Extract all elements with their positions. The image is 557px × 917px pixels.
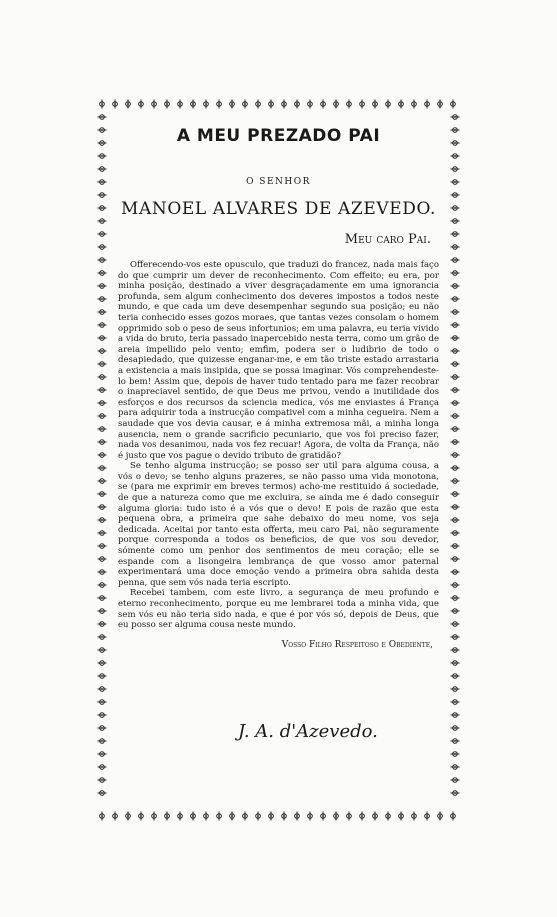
- border-ornament: [139, 100, 144, 109]
- border-ornament: [451, 375, 460, 380]
- border-ornament: [386, 812, 391, 821]
- border-ornament: [100, 812, 105, 821]
- dedication-subtitle: O SENHOR: [246, 177, 311, 187]
- border-ornament: [98, 349, 107, 354]
- border-ornament: [451, 245, 460, 250]
- border-ornament: [451, 401, 460, 406]
- border-ornament: [98, 115, 107, 120]
- border-ornament: [98, 284, 107, 289]
- border-ornament: [98, 596, 107, 601]
- border-ornament: [98, 531, 107, 536]
- border-ornament: [451, 752, 460, 757]
- border-ornament: [451, 284, 460, 289]
- border-ornament: [98, 765, 107, 770]
- border-ornament: [98, 271, 107, 276]
- border-ornament: [191, 100, 196, 109]
- border-ornament: [282, 100, 287, 109]
- body-paragraph-1: Offerecendo-vos este opusculo, que traduzi do francez, nada mais faço do que cumprir um dever de reconhecimento. Com effeito; eu era, por minha posição, destinado a viver desgraçadamente em uma ignorancia profunda, sem algum conhecimento dos deveres impostos a todos neste mundo, e que cada um deve desempenhar segundo sua posição; eu não teria conhecido esses gozos moraes, que tantas vezes consolam o homem opprimido sob o peso de seus infortunios; em uma palavra, eu teria vivido a vida do bruto, teria passado inapercebido nesta terra, como um grão de areia impellido pelo vento; emfim, podera ser o ludibrio de todo o desapiedado, que quizesse enganar-me, e em tão triste estado arrastaria a existencia a mais insipida, que se possa imaginar. Vós comprehendeste-lo bem! Assim que, depois de haver tudo tentado para me fazer recobrar o inapreciavel sentido, de que Deus me privou, vendo a inutilidade dos esforços e dos recursos da sciencia medica, vós me enviastes á França para adquirir toda a instrucção compativel com a minha cegueira. Nem a saudade que vos devia causar, e á minha extremosa mãi, a minha longa ausencia, nem o grande sacrificio pecuniario, que vos foi preciso fazer, nada vos desanimou, nada vos fez recuar! Agora, de volta da França, não é justo que vos pague o devido tributo de gratidão?: [118, 260, 439, 461]
- border-ornament: [451, 570, 460, 575]
- border-ornament: [126, 812, 131, 821]
- border-ornament: [451, 323, 460, 328]
- border-ornament: [98, 726, 107, 731]
- border-ornament: [451, 349, 460, 354]
- border-ornament: [438, 812, 443, 821]
- border-ornament: [451, 687, 460, 692]
- border-ornament: [308, 812, 313, 821]
- border-ornament: [98, 752, 107, 757]
- border-ornament: [451, 479, 460, 484]
- border-ornament: [178, 100, 183, 109]
- border-ornament: [98, 648, 107, 653]
- border-ornament: [98, 206, 107, 211]
- border-ornament: [451, 258, 460, 263]
- border-ornament: [98, 427, 107, 432]
- border-ornament: [451, 635, 460, 640]
- border-ornament: [451, 609, 460, 614]
- border-ornament: [98, 388, 107, 393]
- border-ornament: [98, 479, 107, 484]
- border-ornament: [98, 141, 107, 146]
- border-ornament: [178, 812, 183, 821]
- border-ornament: [243, 812, 248, 821]
- border-ornament: [98, 700, 107, 705]
- border-ornament: [360, 100, 365, 109]
- border-ornament: [451, 115, 460, 120]
- border-ornament: [347, 812, 352, 821]
- border-ornament: [451, 765, 460, 770]
- border-ornament: [269, 812, 274, 821]
- border-ornament: [386, 100, 391, 109]
- border-ornament: [204, 100, 209, 109]
- border-ornament: [217, 100, 222, 109]
- border-ornament: [412, 812, 417, 821]
- border-ornament: [451, 812, 456, 821]
- border-ornament: [230, 100, 235, 109]
- border-ornament: [451, 128, 460, 133]
- border-ornament: [295, 100, 300, 109]
- border-ornament: [451, 271, 460, 276]
- border-ornament: [399, 100, 404, 109]
- border-ornament: [451, 596, 460, 601]
- border-ornament: [347, 100, 352, 109]
- border-ornament: [98, 180, 107, 185]
- border-ornament: [98, 336, 107, 341]
- border-ornament: [98, 622, 107, 627]
- border-ornament: [451, 492, 460, 497]
- border-ornament: [98, 778, 107, 783]
- border-ornament: [451, 700, 460, 705]
- border-ornament: [451, 518, 460, 523]
- border-ornament: [451, 362, 460, 367]
- border-ornament: [451, 661, 460, 666]
- border-ornament: [98, 570, 107, 575]
- border-ornament: [295, 812, 300, 821]
- border-ornament: [451, 778, 460, 783]
- border-ornament: [451, 219, 460, 224]
- border-ornament: [98, 232, 107, 237]
- border-ornament: [451, 193, 460, 198]
- border-ornament: [451, 544, 460, 549]
- border-ornament: [98, 258, 107, 263]
- border-ornament: [256, 100, 261, 109]
- border-ornament: [321, 812, 326, 821]
- border-ornament: [113, 812, 118, 821]
- border-ornament: [98, 739, 107, 744]
- border-ornament: [98, 466, 107, 471]
- border-ornament: [399, 812, 404, 821]
- border-ornament: [373, 100, 378, 109]
- dedication-content: [118, 126, 439, 651]
- border-ornament: [165, 812, 170, 821]
- border-ornament: [204, 812, 209, 821]
- border-ornament: [243, 100, 248, 109]
- border-ornament: [451, 557, 460, 562]
- border-ornament: [98, 375, 107, 380]
- border-ornament: [451, 100, 456, 109]
- border-ornament: [451, 167, 460, 172]
- border-ornament: [98, 557, 107, 562]
- border-ornament: [438, 100, 443, 109]
- border-ornament: [113, 100, 118, 109]
- border-ornament: [451, 505, 460, 510]
- border-ornament: [98, 544, 107, 549]
- border-ornament: [451, 674, 460, 679]
- ornamental-frame: [96, 98, 461, 822]
- border-ornament: [321, 100, 326, 109]
- border-ornament: [98, 193, 107, 198]
- body-paragraph-3: Recebei tambem, com este livro, a segurança de meu profundo e eterno reconhecimento, porque eu me lembrarei toda a minha vida, que sem vós eu não teria sido nada, e que é por vós só, depois de Deus, que eu posso ser alguma cousa neste mundo.: [118, 588, 439, 631]
- author-signature: J. A. d'Azevedo.: [238, 721, 378, 742]
- border-ornament: [451, 180, 460, 185]
- border-ornament: [152, 100, 157, 109]
- border-ornament: [451, 297, 460, 302]
- border-ornament: [451, 310, 460, 315]
- border-ornament: [451, 154, 460, 159]
- border-ornament: [98, 323, 107, 328]
- border-ornament: [425, 812, 430, 821]
- border-ornament: [98, 440, 107, 445]
- border-ornament: [451, 440, 460, 445]
- border-ornament: [126, 100, 131, 109]
- dedication-body: [118, 260, 439, 631]
- border-ornament: [98, 362, 107, 367]
- border-ornament: [98, 297, 107, 302]
- border-ornament: [373, 812, 378, 821]
- border-ornament: [98, 414, 107, 419]
- border-ornament: [98, 154, 107, 159]
- border-ornament: [256, 812, 261, 821]
- border-ornament: [98, 167, 107, 172]
- border-ornament: [217, 812, 222, 821]
- border-ornament: [451, 531, 460, 536]
- border-ornament: [98, 453, 107, 458]
- closing-line: Vosso Filho Respeitoso e Obediente,: [281, 639, 433, 650]
- border-ornament: [451, 583, 460, 588]
- border-ornament: [98, 583, 107, 588]
- border-ornament: [308, 100, 313, 109]
- border-ornament: [98, 713, 107, 718]
- salutation: Meu caro Pai.: [344, 232, 431, 247]
- border-ornament: [98, 674, 107, 679]
- border-ornament: [451, 648, 460, 653]
- border-ornament: [451, 453, 460, 458]
- border-ornament: [282, 812, 287, 821]
- border-ornament: [425, 100, 430, 109]
- border-ornament: [451, 791, 460, 796]
- border-ornament: [165, 100, 170, 109]
- border-ornament: [451, 206, 460, 211]
- border-ornament: [98, 219, 107, 224]
- border-ornament: [451, 414, 460, 419]
- border-ornament: [451, 141, 460, 146]
- border-ornament: [98, 609, 107, 614]
- border-ornament: [451, 622, 460, 627]
- border-ornament: [98, 128, 107, 133]
- border-ornament: [451, 427, 460, 432]
- border-ornament: [98, 310, 107, 315]
- border-ornament: [451, 466, 460, 471]
- border-ornament: [98, 687, 107, 692]
- border-ornament: [269, 100, 274, 109]
- border-ornament: [98, 505, 107, 510]
- border-ornament: [98, 791, 107, 796]
- border-ornament: [100, 100, 105, 109]
- border-ornament: [334, 100, 339, 109]
- border-ornament: [152, 812, 157, 821]
- border-ornament: [451, 713, 460, 718]
- border-ornament: [98, 492, 107, 497]
- border-ornament: [360, 812, 365, 821]
- border-ornament: [98, 518, 107, 523]
- border-ornament: [98, 661, 107, 666]
- border-ornament: [139, 812, 144, 821]
- border-ornament: [451, 336, 460, 341]
- border-ornament: [230, 812, 235, 821]
- border-ornament: [451, 388, 460, 393]
- border-ornament: [191, 812, 196, 821]
- border-ornament: [412, 100, 417, 109]
- border-ornament: [98, 245, 107, 250]
- dedicatee-name: MANOEL ALVARES DE AZEVEDO.: [120, 199, 436, 219]
- dedication-title: A MEU PREZADO PAI: [176, 126, 381, 146]
- body-paragraph-2: Se tenho alguma instrucção; se posso ser util para alguma cousa, a vós o devo; se tenho alguns prazeres, se não passo uma vida monotona, se (para me exprimir em breves termos) acho-me restituido á sociedade, de que a natureza como que me excluira, se ainda me é dado conseguir alguma gloria: tudo isto é a vós que o devo! E pois de razão que esta pequena obra, a primeira que sahe debaixo do meu nome, vos seja dedicada. Aceitai por tanto esta offerta, meu caro Pai, não seguramente porque corresponda a todos os beneficios, de que vos sou devedor, sómente como um penhor dos sentimentos de meu coração; elle se espande com a lisongeira lembrança de que vosso amor paternal experimentará uma doce emoção vendo a primeira obra sahida desta penna, que sem vós nada teria escripto.: [118, 461, 439, 588]
- border-ornament: [334, 812, 339, 821]
- border-ornament: [98, 635, 107, 640]
- border-ornament: [98, 401, 107, 406]
- border-ornament: [451, 232, 460, 237]
